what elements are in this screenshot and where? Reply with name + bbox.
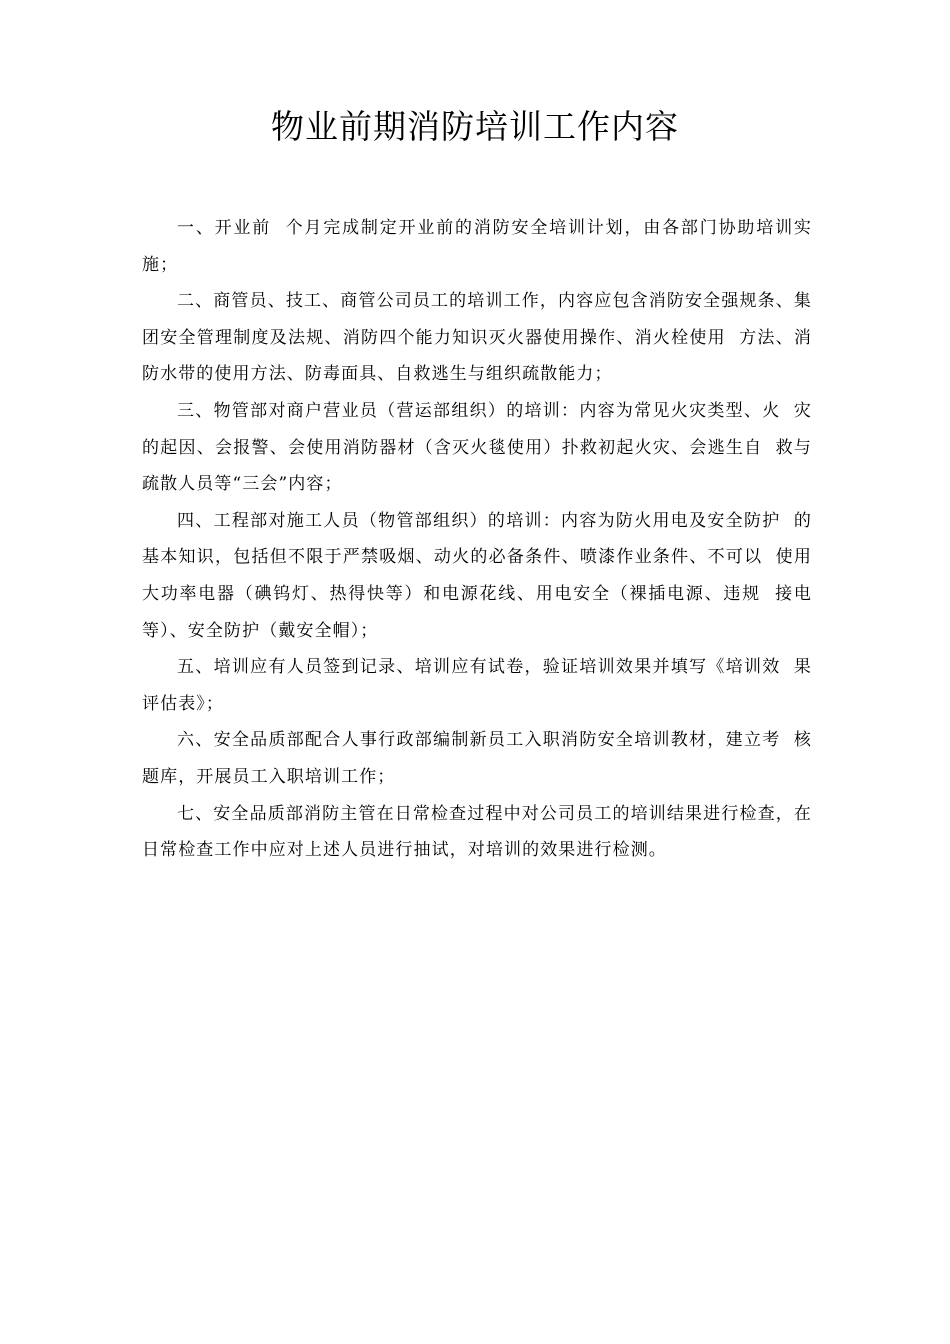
paragraph-1: 一、开业前 个月完成制定开业前的消防安全培训计划，由各部门协助培训实施；: [142, 218, 812, 275]
paragraph-5: 五、培训应有人员签到记录、培训应有试卷，验证培训效果并填写《培训效 果评估表》；: [142, 657, 812, 714]
paragraph-6: 六、安全品质部配合人事行政部编制新员工入职消防安全培训教材，建立考 核题库，开展员工入职培训工作；: [142, 730, 812, 787]
paragraph-4: 四、工程部对施工人员（物管部组织）的培训：内容为防火用电及安全防护 的基本知识，包括但不限于严禁吸烟、动火的必备条件、喷漆作业条件、不可以 使用大功率电器（碘钨灯、热得快等）和电源花线、用电安全（裸插电源、违规 接电等）、安全防护（戴安全帽）；: [142, 510, 812, 641]
paragraph-3: 三、物管部对商户营业员（营运部组织）的培训：内容为常见火灾类型、火 灾的起因、会报警、会使用消防器材（含灭火毯使用）扑救初起火灾、会逃生自 救与疏散人员等“三会”内容；: [142, 400, 812, 495]
paragraph-2: 二、商管员、技工、商管公司员工的培训工作，内容应包含消防安全强规条、集团安全管理制度及法规、消防四个能力知识灭火器使用操作、消火栓使用 方法、消防水带的使用方法、防毒面具、自救逃生与组织疏散能力；: [142, 291, 812, 385]
paragraph-7: 七、安全品质部消防主管在日常检查过程中对公司员工的培训结果进行检查，在日常检查工作中应对上述人员进行抽试，对培训的效果进行检测。: [142, 803, 812, 861]
document-title: 物业前期消防培训工作内容: [271, 107, 679, 146]
document-body: [142, 210, 812, 869]
